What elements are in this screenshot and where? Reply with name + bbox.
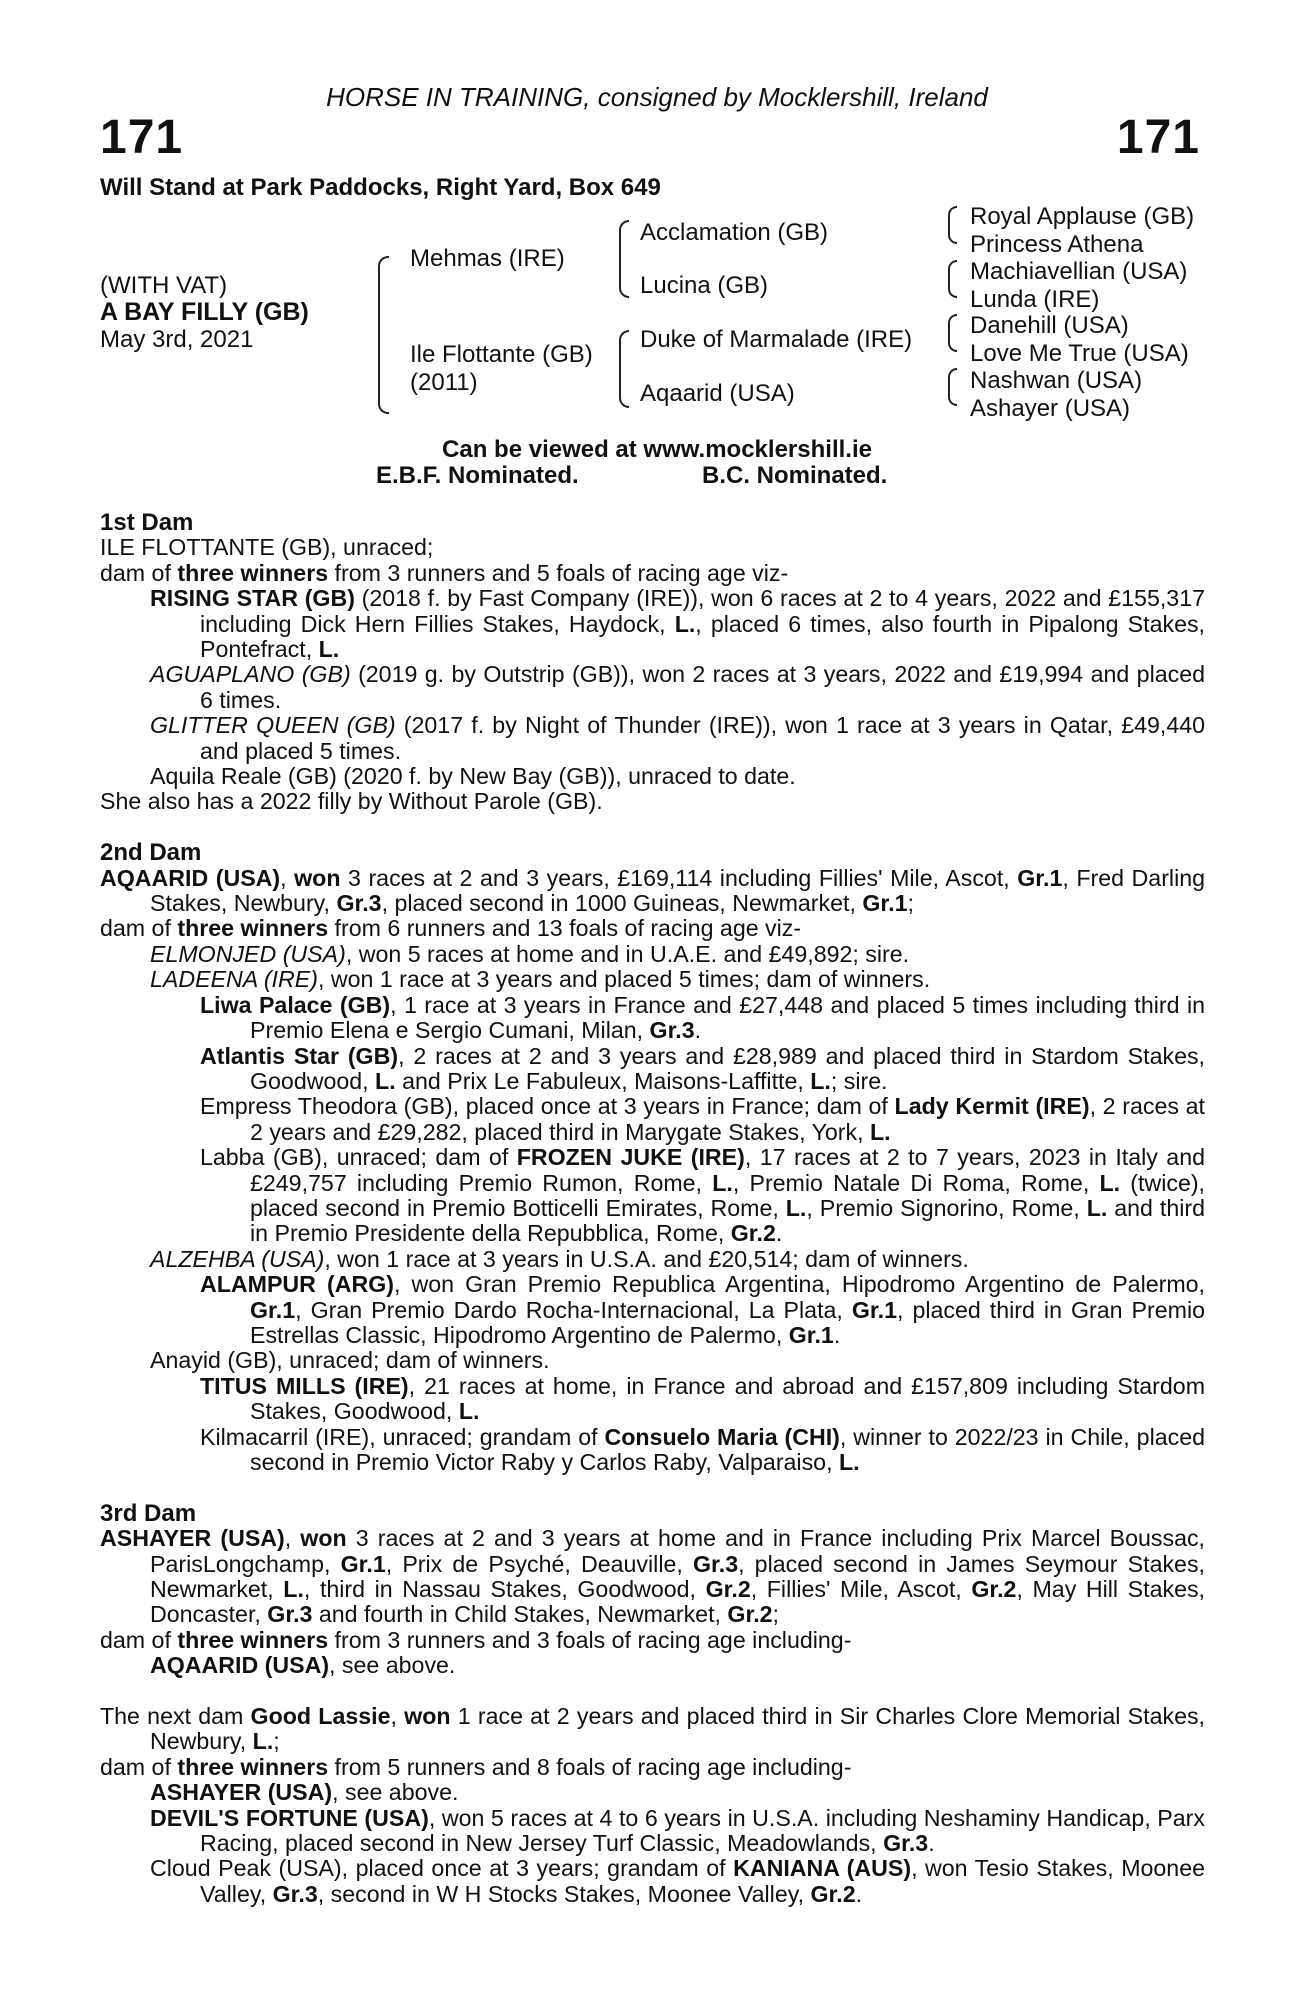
pedigree-gen3-7: Nashwan (USA) [970,367,1143,394]
pedigree-dam-year: (2011) [410,369,478,396]
pedigree-gen3-8: Ashayer (USA) [970,395,1131,422]
third-dam-record: ASHAYER (USA), won 3 races at 2 and 3 years at home and in France including Prix Marcel Boussac, ParisLongchamp, Gr.1, Prix de Psyché, Deauville, Gr.3, placed second in James Seymour Stakes, Newmarket, L., third in Nassau Stakes, Goodwood, Gr.2, Fillies' Mile, Ascot, Gr.2, May Hill Stakes, Doncaster, Gr.3 and fourth in Child Stakes, Newmarket, Gr.2; [100,1525,1206,1628]
pedigree-brace-3a [948,206,957,244]
pedigree-brace-3b [948,260,957,298]
next-dam-foal-ashayer: ASHAYER (USA), see above. [150,1779,459,1806]
pedigree-gen3-5: Danehill (USA) [970,312,1129,339]
grandfoal-titus-mills: TITUS MILLS (IRE), 21 races at home, in France and abroad and £157,809 including Stardom Stakes, Goodwood, L. [200,1372,1206,1425]
catalogue-body [100,510,1205,1907]
grandfoal-atlantis-star: Atlantis Star (GB), 2 races at 2 and 3 years and £28,989 and placed third in Stardom Stakes, Goodwood, L. and Prix Le Fabuleux, Maisons-Laffitte, L.; sire. [200,1042,1205,1094]
first-dam-foal-1: RISING STAR (GB) (2018 f. by Fast Company (IRE)), won 6 races at 2 to 4 years, 2022 and £155,317 including Dick Hern Fillies Stakes, Haydock, L., placed 6 times, also fourth in Pipalong Stakes, Pontefract, L. [150,585,1206,663]
third-dam-produce-summary: dam of three winners from 3 runners and 3 foals of racing age including- [100,1626,852,1653]
pedigree-gen3-1: Royal Applause (GB) [970,203,1195,230]
grandfoal-liwa-palace: Liwa Palace (GB), 1 race at 3 years in France and £27,448 and placed 5 times including third in Premio Elena e Sergio Cumani, Milan, Gr.3. [200,991,1205,1044]
second-dam-heading: 2nd Dam [100,839,202,867]
first-dam-line: ILE FLOTTANTE (GB), unraced; [100,534,434,561]
first-dam-foal-2: AGUAPLANO (GB) (2019 g. by Outstrip (GB)), won 2 races at 3 years, 2022 and £19,994 and placed 6 times. [150,661,1206,713]
lot-number-left: 171 [100,111,184,164]
first-dam-foal-3: GLITTER QUEEN (GB) (2017 f. by Night of Thunder (IRE)), won 1 race at 3 years in Qatar, £49,440 and placed 5 times. [150,712,1206,764]
first-dam-note: She also has a 2022 filly by Without Parole (GB). [100,788,603,815]
bc-nomination: B.C. Nominated. [702,462,888,489]
next-dam-foal-cloud-peak: Cloud Peak (USA), placed once at 3 years; grandam of KANIANA (AUS), won Tesio Stakes, Moonee Valley, Gr.3, second in W H Stocks Stakes, Moonee Valley, Gr.2. [150,1855,1205,1907]
pedigree-brace-3c [948,314,957,352]
ebf-nomination: E.B.F. Nominated. [376,462,579,489]
grandfoal-empress-theodora: Empress Theodora (GB), placed once at 3 years in France; dam of Lady Kermit (IRE), 2 races at 2 years and £29,282, placed third in Marygate Stakes, York, L. [200,1093,1205,1145]
grandfoal-kilmacarril: Kilmacarril (IRE), unraced; grandam of Consuelo Maria (CHI), winner to 2022/23 in Chile, placed second in Premio Victor Raby y Carlos Raby, Valparaiso, L. [200,1423,1206,1476]
pedigree-brace-1 [378,256,389,414]
second-dam-foal-elmonjed: ELMONJED (USA), won 5 races at home and in U.A.E. and £49,892; sire. [150,940,910,967]
second-dam-record: AQAARID (USA), won 3 races at 2 and 3 years, £169,114 including Fillies' Mile, Ascot, Gr.1, Fred Darling Stakes, Newbury, Gr.3, placed second in 1000 Guineas, Newmarket, Gr.1; [100,864,1206,917]
third-dam-heading: 3rd Dam [100,1499,197,1527]
pedigree-brace-3d [948,368,957,406]
pedigree-gen3-3: Machiavellian (USA) [970,258,1188,285]
next-dam-produce-summary: dam of three winners from 5 runners and 8 foals of racing age including- [100,1753,852,1780]
pedigree-sire: Mehmas (IRE) [410,245,565,272]
viewing-link: Can be viewed at www.mocklershill.ie [442,436,872,463]
foaling-date: May 3rd, 2021 [100,326,254,353]
vat-note: (WITH VAT) [100,272,228,299]
second-dam-produce-summary: dam of three winners from 6 runners and 13 foals of racing age viz- [100,915,802,942]
horse-description: A BAY FILLY (GB) [100,298,309,326]
pedigree-gen3-6: Love Me True (USA) [970,340,1189,367]
pedigree-sire-dam: Lucina (GB) [640,272,769,299]
second-dam-foal-ladeena: LADEENA (IRE), won 1 race at 3 years and placed 5 times; dam of winners. [150,966,931,993]
next-dam-record: The next dam Good Lassie, won 1 race at 2 years and placed third in Sir Charles Clore Memorial Stakes, Newbury, L.; [100,1703,1205,1755]
second-dam-foal-alzehba: ALZEHBA (USA), won 1 race at 3 years in U.S.A. and £20,514; dam of winners. [150,1245,969,1272]
pedigree-dam: Ile Flottante (GB) [410,341,593,368]
pedigree-brace-2b [619,330,629,408]
grandfoal-labba: Labba (GB), unraced; dam of FROZEN JUKE (IRE), 17 races at 2 to 7 years, 2023 in Italy and £249,757 including Premio Rumon, Rome, L., Premio Natale Di Roma, Rome, L. (twice), placed second in Premio Botticelli Emirates, Rome, L., Premio Signorino, Rome, L. and third in Premio Presidente della Repubblica, Rome, Gr.2. [200,1144,1205,1247]
pedigree-dam-dam: Aqaarid (USA) [640,380,795,407]
pedigree-gen3-4: Lunda (IRE) [970,286,1100,313]
pedigree-gen3-2: Princess Athena [970,231,1144,258]
third-dam-foal-aqaarid: AQAARID (USA), see above. [150,1652,456,1679]
first-dam-foal-4: Aquila Reale (GB) (2020 f. by New Bay (GB)), unraced to date. [150,763,796,790]
second-dam-foal-anayid: Anayid (GB), unraced; dam of winners. [150,1347,550,1374]
pedigree-sire-sire: Acclamation (GB) [640,219,829,246]
next-dam-foal-devils-fortune: DEVIL'S FORTUNE (USA), won 5 races at 4 to 6 years in U.S.A. including Neshaminy Handicap, Parx Racing, placed second in New Jersey Turf Classic, Meadowlands, Gr.3. [150,1804,1205,1857]
pedigree-brace-2a [619,220,629,298]
consignment-line: HORSE IN TRAINING, consigned by Mocklershill, Ireland [326,82,988,112]
grandfoal-alampur: ALAMPUR (ARG), won Gran Premio Republica Argentina, Hipodromo Argentino de Palermo, Gr.1, Gran Premio Dardo Rocha-Internacional, La Plata, Gr.1, placed third in Gran Premio Estrellas Classic, Hipodromo Argentino de Palermo, Gr.1. [200,1271,1206,1348]
first-dam-produce-summary: dam of three winners from 3 runners and 5 foals of racing age viz- [100,559,789,586]
stand-location: Will Stand at Park Paddocks, Right Yard, Box 649 [100,174,661,201]
first-dam-heading: 1st Dam [100,509,194,536]
pedigree-dam-sire: Duke of Marmalade (IRE) [640,326,913,353]
lot-number-right: 171 [1116,111,1200,164]
